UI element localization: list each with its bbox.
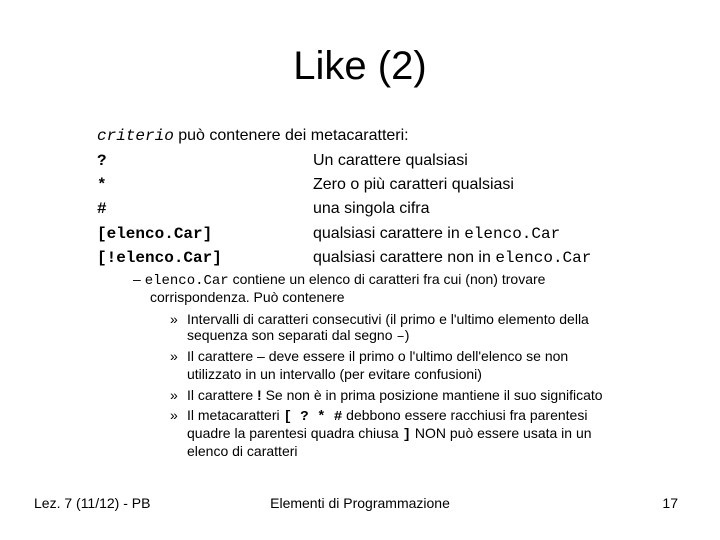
bullet-line: corrispondenza. Può contenere [150, 289, 345, 305]
subbullet-code: ] [402, 427, 411, 443]
subbullet-text: debbono essere racchiusi fra parentesi [342, 407, 588, 423]
table-row [0, 151, 720, 171]
intro-code: criterio [97, 127, 174, 145]
slide-title: Like (2) [293, 44, 427, 88]
subbullet-marker: » [170, 348, 178, 364]
table-row [0, 175, 720, 195]
metachar-symbol: [!elenco.Car] [97, 249, 222, 267]
footer-course: Elementi di Programmazione [270, 495, 450, 511]
subbullet-line [187, 386, 603, 404]
metachar-desc-text: qualsiasi carattere in [313, 225, 465, 242]
table-row [0, 199, 720, 219]
table-row [0, 224, 720, 244]
subbullet-text: Il carattere [187, 387, 258, 403]
subbullet-line [187, 326, 409, 346]
subbullet-bold: ! [257, 387, 262, 403]
subbullet-text: NON può essere usata in un [411, 425, 592, 441]
subbullet-line: Intervalli di caratteri consecutivi (il primo e l'ultimo elemento della [187, 311, 589, 327]
subbullet-text: sequenza son separati dal segno [187, 327, 397, 343]
subbullet-marker: » [170, 407, 178, 423]
subbullet-marker: » [170, 311, 178, 327]
bullet-code: elenco.Car [144, 273, 229, 289]
metachar-symbol: [elenco.Car] [97, 225, 213, 243]
metachar-desc-code: elenco.Car [464, 225, 561, 243]
subbullet-text: ) [404, 327, 410, 343]
intro-line [97, 126, 409, 146]
table-row [0, 248, 720, 268]
subbullet-marker: » [170, 387, 178, 403]
subbullet-text: Il metacaratteri [187, 407, 284, 423]
metachar-desc-code: elenco.Car [495, 249, 592, 267]
metachar-desc [313, 248, 591, 268]
metachar-symbol: ? [97, 152, 107, 170]
subbullet-text: Se non è in prima posizione mantiene il suo significato [261, 387, 603, 403]
subbullet-text: quadre la parentesi quadra chiusa [187, 425, 403, 441]
intro-text: può contenere dei metacaratteri: [173, 127, 409, 144]
bullet-line [133, 270, 545, 290]
subbullet-code: – [396, 329, 405, 345]
metachar-desc: Un carattere qualsiasi [313, 152, 468, 169]
metachar-symbol: # [97, 200, 107, 218]
subbullet-line: Il carattere – deve essere il primo o l'ultimo dell'elenco se non [187, 348, 569, 364]
page-number: 17 [662, 495, 678, 511]
subbullet-line: elenco di caratteri [187, 443, 298, 459]
metachar-desc [313, 224, 560, 244]
metachar-desc: Zero o più caratteri qualsiasi [313, 176, 514, 193]
bullet-text: contiene un elenco di caratteri fra cui (non) trovare [228, 271, 546, 287]
subbullet-code: [ ? * # [283, 409, 343, 425]
subbullet-line [187, 406, 587, 426]
metachar-desc-text: qualsiasi carattere non in [313, 249, 496, 266]
subbullet-line [187, 424, 592, 444]
bullet-dash: – [133, 271, 141, 287]
metachar-symbol: * [97, 176, 107, 194]
metachar-desc: una singola cifra [313, 200, 430, 217]
footer-lecture: Lez. 7 (11/12) - PB [34, 495, 151, 511]
subbullet-line: utilizzato in un intervallo (per evitare confusioni) [187, 366, 482, 382]
